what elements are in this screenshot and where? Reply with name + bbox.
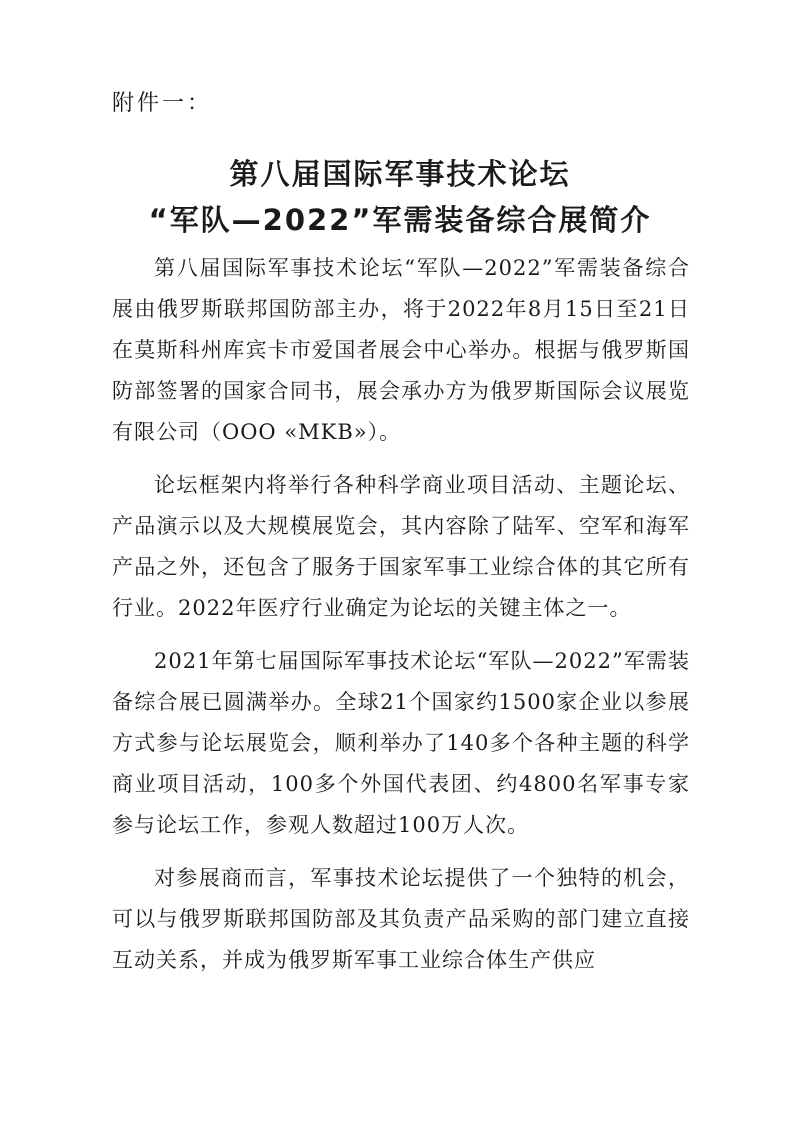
attachment-label: 附件一：	[112, 91, 213, 116]
body-paragraph-4: 对参展商而言，军事技术论坛提供了一个独特的机会，可以与俄罗斯联邦国防部及其负责产品采购的部门建立直接互动关系，并成为俄罗斯军事工业综合体生产供应	[112, 866, 690, 972]
body-paragraph-2: 论坛框架内将举行各种科学商业项目活动、主题论坛、产品演示以及大规模展览会，其内容除了陆军、空军和海军产品之外，还包含了服务于国家军事工业综合体的其它所有行业。2022年医疗行业确定为论坛的关键主体之一。	[112, 473, 690, 620]
document-body	[112, 248, 690, 981]
document-title-line-2: “军队—2022”军需装备综合展简介	[148, 203, 652, 237]
document-title-line-1: 第八届国际军事技术论坛	[229, 157, 571, 191]
body-paragraph-3: 2021年第七届国际军事技术论坛“军队—2022”军需装备综合展已圆满举办。全球21个国家约1500家企业以参展方式参与论坛展览会，顺利举办了140多个各种主题的科学商业项目活动，100多个外国代表团、约4800名军事专家参与论坛工作，参观人数超过100万人次。	[112, 649, 690, 837]
body-paragraph-1: 第八届国际军事技术论坛“军队—2022”军需装备综合展由俄罗斯联邦国防部主办，将于2022年8月15日至21日在莫斯科州库宾卡市爱国者展会中心举办。根据与俄罗斯国防部签署的国家合同书，展会承办方为俄罗斯国际会议展览有限公司（OOO «MKB»）。	[112, 256, 690, 444]
